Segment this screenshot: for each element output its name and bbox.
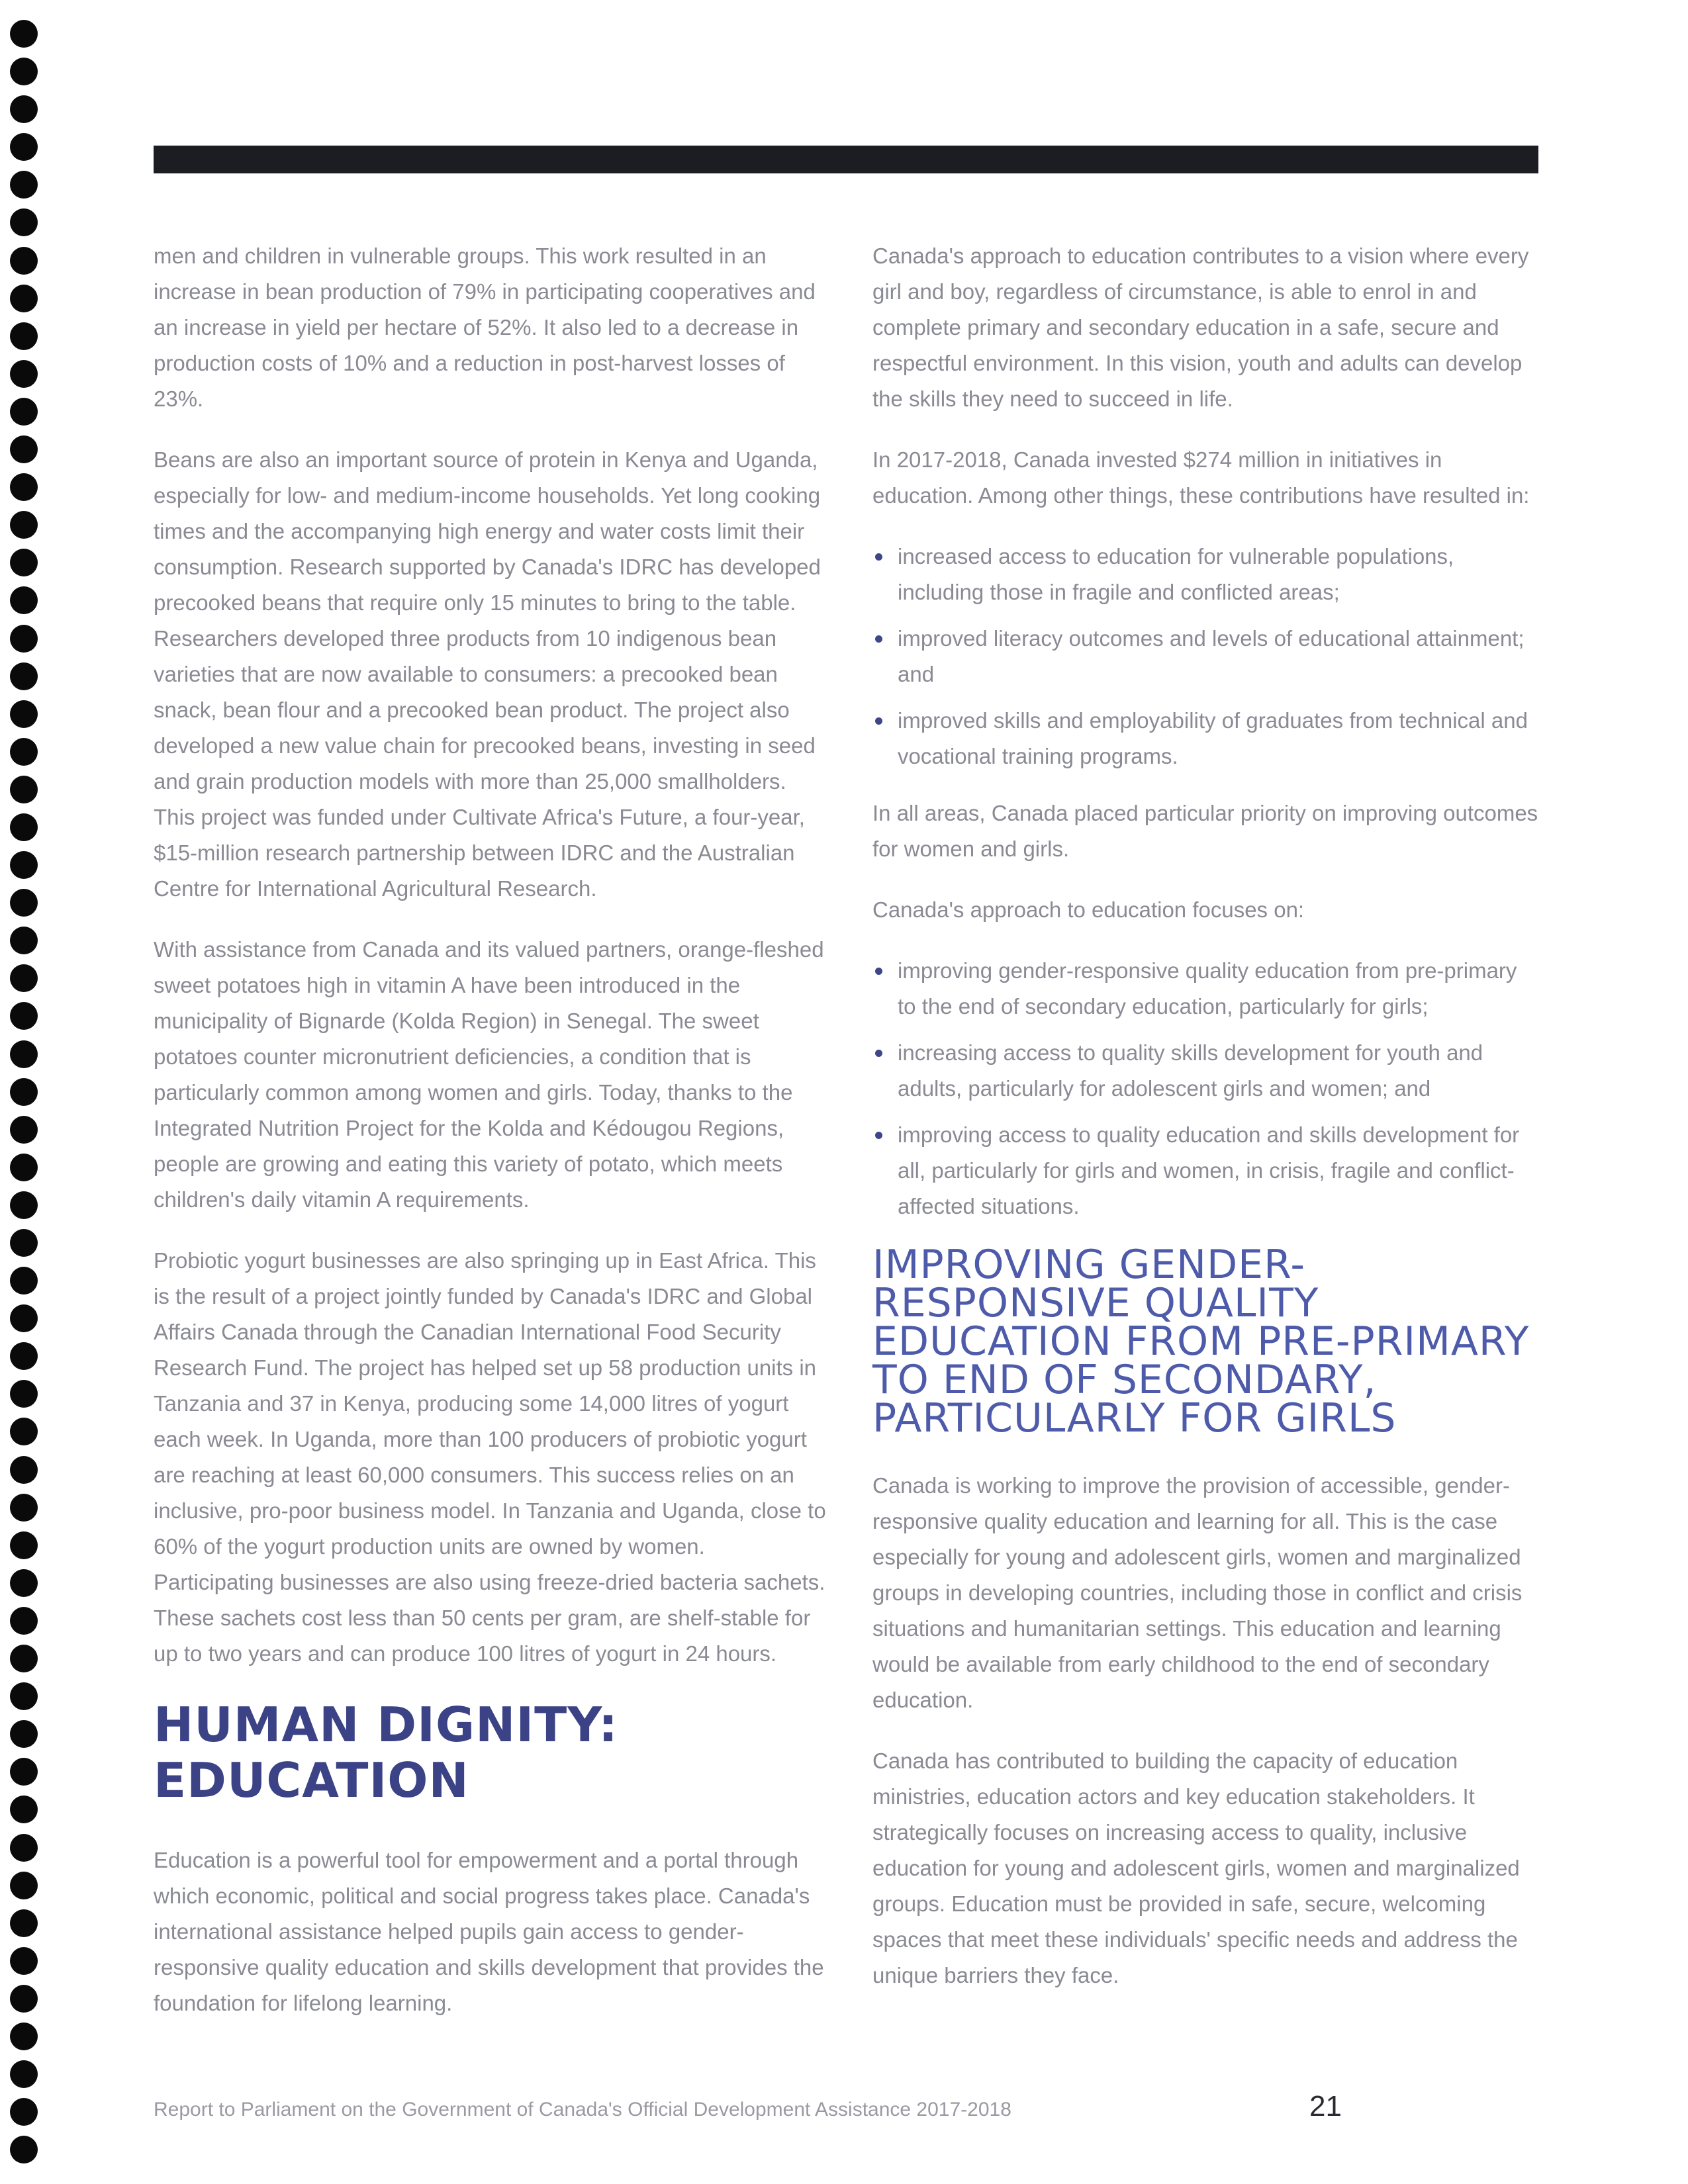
binding-hole <box>10 1456 38 1484</box>
binding-hole <box>10 1834 38 1862</box>
binding-hole <box>10 95 38 123</box>
bullet-text: improved literacy outcomes and levels of educational attainment; and <box>898 626 1524 686</box>
bullet-list <box>872 953 1541 1224</box>
body-paragraph: Education is a powerful tool for empowerment and a portal through which economic, political and social progress takes place. Canada's international assistance helped pupils gain access to gender-responsive quality education and skills development that provides the foundation for lifelong learning. <box>154 1848 824 2015</box>
binding-hole <box>10 1078 38 1106</box>
binding-hole <box>10 398 38 426</box>
binding-hole <box>10 1116 38 1144</box>
binding-hole <box>10 2023 38 2050</box>
body-paragraph: Canada's approach to education contributes to a vision where every girl and boy, regardless of circumstance, is able to enrol in and complete primary and secondary education in a safe, secure and respectful environment. In this vision, youth and adults can develop the skills they need to succeed in life. <box>872 244 1529 411</box>
binding-hole <box>10 511 38 539</box>
bullet-text: improved skills and employability of graduates from technical and vocational training programs. <box>898 708 1528 768</box>
binding-hole <box>10 625 38 653</box>
footer-report-title: Report to Parliament on the Government of Canada's Official Development Assistance 2017-2018 <box>154 2099 1011 2120</box>
body-paragraph: men and children in vulnerable groups. This work resulted in an increase in bean production of 79% in participating cooperatives and an increase in yield per hectare of 52%. It also led to a decrease in production costs of 10% and a reduction in post-harvest losses of 23%. <box>154 244 816 411</box>
binding-hole <box>10 813 38 841</box>
binding-hole <box>10 662 38 690</box>
binding-hole <box>10 133 38 161</box>
binding-hole <box>10 1682 38 1710</box>
binding-hole <box>10 473 38 501</box>
bullet-icon <box>875 1132 882 1139</box>
binding-hole <box>10 360 38 388</box>
bullet-icon <box>875 1050 882 1057</box>
binding-hole <box>10 700 38 728</box>
binding-hole <box>10 322 38 350</box>
binding-hole <box>10 1418 38 1445</box>
binding-hole <box>10 1720 38 1748</box>
bullet-icon <box>875 635 882 643</box>
bullet-text: increasing access to quality skills development for youth and adults, particularly for adolescent girls and women; and <box>898 1040 1483 1101</box>
bullet-item <box>872 1117 1541 1224</box>
section-heading: HUMAN DIGNITY: EDUCATION <box>154 1697 618 1808</box>
body-paragraph: Canada is working to improve the provision of accessible, gender-responsive quality education and learning for all. This is the case especially for young and adolescent girls, women and marginalized groups in developing countries, including those in conflict and crisis situations and humanitarian settings. This education and learning would be available from early childhood to the end of secondary education. <box>872 1473 1523 1712</box>
bullet-item <box>872 703 1541 774</box>
binding-hole <box>10 889 38 917</box>
bullet-text: improving access to quality education and skills development for all, particularly for girls and women, in crisis, fragile and conflict-affected situations. <box>898 1122 1520 1218</box>
binding-hole <box>10 1645 38 1672</box>
body-paragraph: Canada's approach to education focuses on: <box>872 897 1305 922</box>
body-paragraph: In 2017-2018, Canada invested $274 million in initiatives in education. Among other things, these contributions have resulted in: <box>872 447 1530 508</box>
binding-hole <box>10 1872 38 1899</box>
body-paragraph: Probiotic yogurt businesses are also springing up in East Africa. This is the result of a project jointly funded by Canada's IDRC and Global Affairs Canada through the Canadian International Food Security Research Fund. The project has helped set up 58 production units in Tanzania and 37 in Kenya, producing some 14,000 litres of yogurt each week. In Uganda, more than 100 producers of probiotic yogurt are reaching at least 60,000 consumers. This success relies on an inclusive, pro-poor business model. In Tanzania and Uganda, close to 60% of the yogurt production units are owned by women. Participating businesses are also using freeze-dried bacteria sachets. These sachets cost less than 50 cents per gram, are shelf-stable for up to two years and can produce 100 litres of yogurt in 24 hours. <box>154 1248 826 1666</box>
binding-hole <box>10 1758 38 1786</box>
header-bar <box>154 146 1538 173</box>
binding-hole <box>10 1796 38 1823</box>
binding-hole <box>10 58 38 85</box>
binding-hole <box>10 927 38 954</box>
binding-hole <box>10 2060 38 2088</box>
binding-hole <box>10 549 38 576</box>
bullet-text: improving gender-responsive quality education from pre-primary to the end of secondary education, particularly for girls; <box>898 958 1517 1019</box>
binding-hole <box>10 1909 38 1937</box>
binding-hole <box>10 851 38 879</box>
binding-hole <box>10 1154 38 1181</box>
binding-hole <box>10 2098 38 2126</box>
binding-hole <box>10 208 38 236</box>
binding-hole <box>10 1985 38 2013</box>
binding-hole <box>10 1304 38 1332</box>
binding-hole <box>10 1229 38 1257</box>
binding-hole <box>10 1267 38 1295</box>
bullet-icon <box>875 717 882 725</box>
binding-hole <box>10 1191 38 1219</box>
binding-hole <box>10 1531 38 1559</box>
binding-hole <box>10 2136 38 2163</box>
binding-hole <box>10 1002 38 1030</box>
binding-hole <box>10 435 38 463</box>
binding-hole <box>10 285 38 312</box>
binding-hole <box>10 738 38 766</box>
binding-hole <box>10 171 38 199</box>
binding-hole <box>10 1040 38 1068</box>
body-paragraph: With assistance from Canada and its valued partners, orange-fleshed sweet potatoes high in vitamin A have been introduced in the municipality of Bignarde (Kolda Region) in Senegal. The sweet potatoes counter micronutrient deficiencies, a condition that is particularly common among women and girls. Today, thanks to the Integrated Nutrition Project for the Kolda and Kédougou Regions, people are growing and eating this variety of potato, which meets children's daily vitamin A requirements. <box>154 937 824 1212</box>
bullet-item <box>872 953 1541 1024</box>
bullet-icon <box>875 553 882 561</box>
bullet-icon <box>875 968 882 975</box>
bullet-item <box>872 539 1541 610</box>
binding-hole <box>10 247 38 275</box>
body-paragraph: Beans are also an important source of protein in Kenya and Uganda, especially for low- and medium-income households. Yet long cooking times and the accompanying high energy and water costs limit their consumption. Research supported by Canada's IDRC has developed precooked beans that require only 15 minutes to bring to the table. Researchers developed three products from 10 indigenous bean varieties that are now available to consumers: a precooked bean snack, bean flour and a precooked bean product. The project also developed a new value chain for precooked beans, investing in seed and grain production models with more than 25,000 smallholders. This project was funded under Cultivate Africa's Future, a four-year, $15-million research partnership between IDRC and the Australian Centre for International Agricultural Research. <box>154 447 821 901</box>
binding-hole <box>10 586 38 614</box>
binding-hole <box>10 1380 38 1408</box>
binding-hole <box>10 964 38 992</box>
spiral-binding <box>3 20 45 2164</box>
body-paragraph: Canada has contributed to building the capacity of education ministries, education actors and key education stakeholders. It strategically focuses on increasing access to quality, inclusive education for young and adolescent girls, women and marginalized groups. Education must be provided in safe, secure, welcoming spaces that meet these individuals' specific needs and address the unique barriers they face. <box>872 1749 1520 1987</box>
body-paragraph: In all areas, Canada placed particular priority on improving outcomes for women and girls. <box>872 801 1538 861</box>
subsection-heading: IMPROVING GENDER-RESPONSIVE QUALITY EDUCATION FROM PRE-PRIMARY TO END OF SECONDARY, PARTICULARLY FOR GIRLS <box>872 1242 1530 1441</box>
bullet-text: increased access to education for vulnerable populations, including those in fragile and conflicted areas; <box>898 544 1454 604</box>
bullet-item <box>872 1035 1541 1107</box>
binding-hole <box>10 1569 38 1597</box>
bullet-list <box>872 539 1541 774</box>
binding-hole <box>10 1947 38 1975</box>
binding-hole <box>10 1342 38 1370</box>
binding-hole <box>10 776 38 803</box>
bullet-item <box>872 621 1541 692</box>
binding-hole <box>10 1494 38 1522</box>
binding-hole <box>10 20 38 48</box>
binding-hole <box>10 1607 38 1635</box>
right-column <box>872 238 1541 2019</box>
page-number: 21 <box>1309 2090 1342 2122</box>
left-column <box>154 238 830 2046</box>
